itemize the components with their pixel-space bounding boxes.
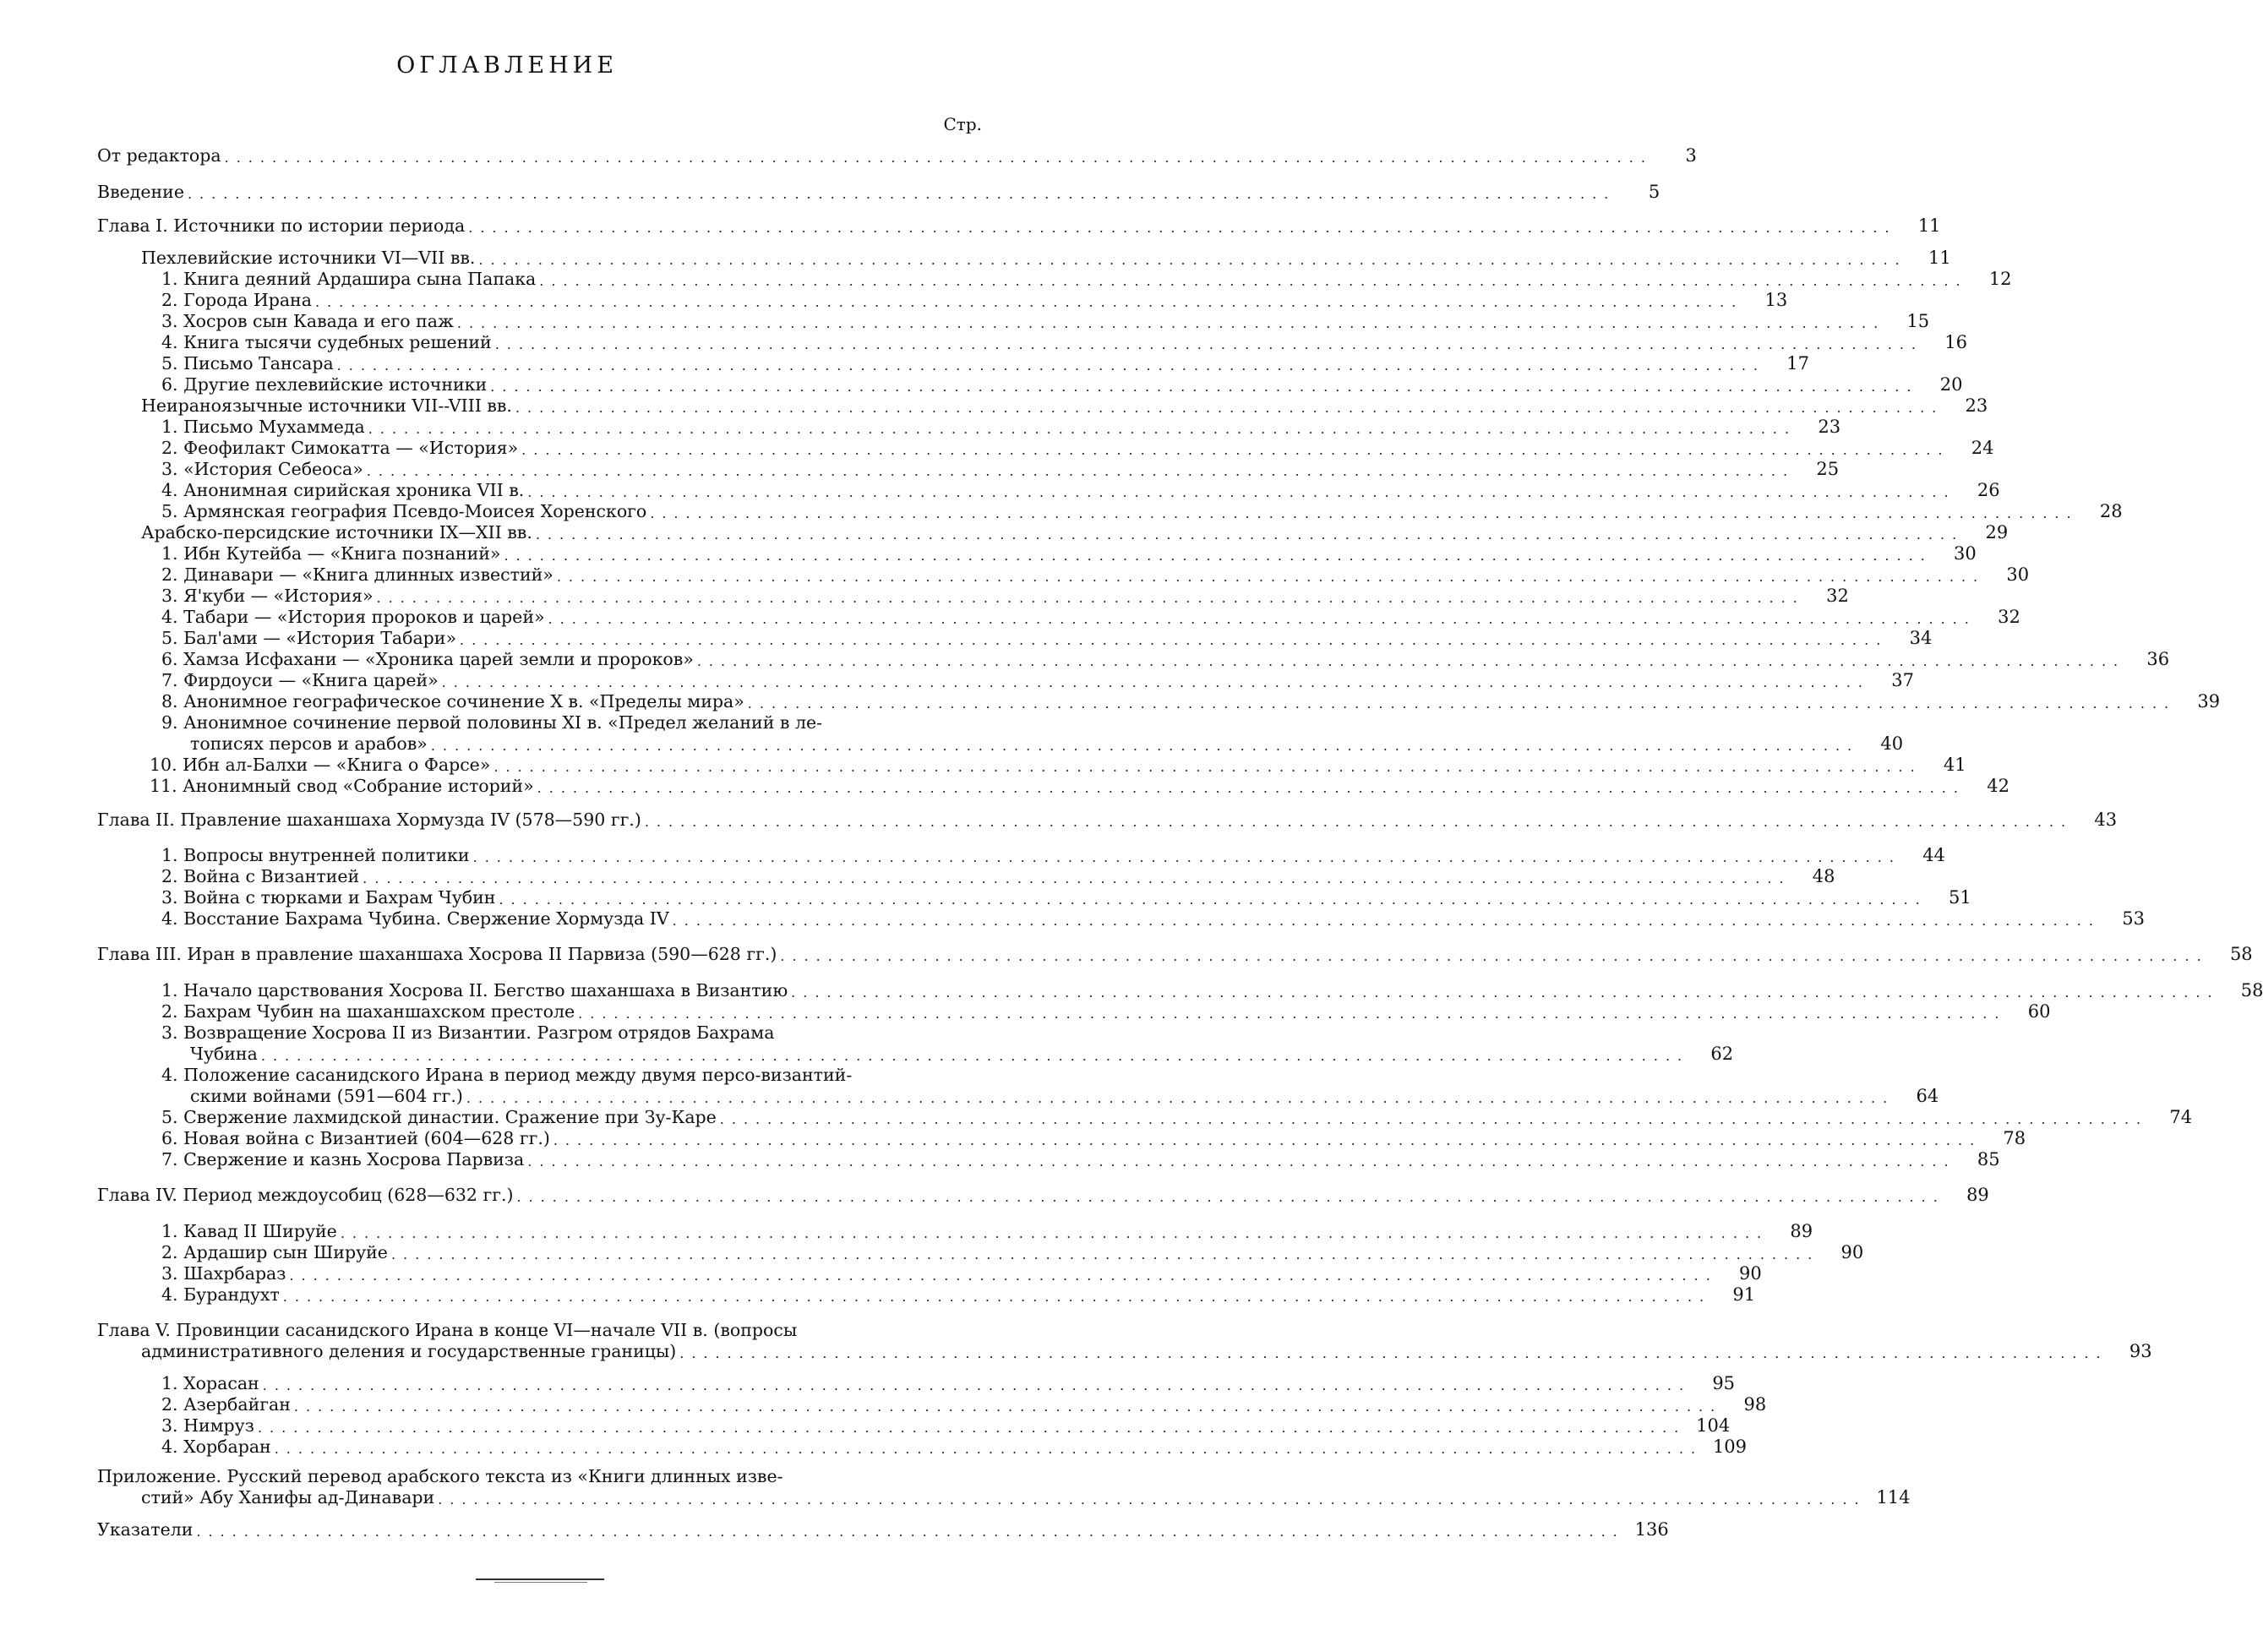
toc-entry [97, 944, 2253, 965]
toc-entry-title: Пехлевийские источники VI—VII вв. [97, 248, 478, 269]
toc-entry-title: 1. Ибн Кутейба — «Книга познаний» [97, 543, 504, 564]
toc-entry-title: 5. Свержение лахмидской династии. Сражение при Зу-Каре [97, 1107, 720, 1128]
toc-entry-title: 3. Хосров сын Кавада и его паж [97, 311, 457, 332]
toc-entry [97, 459, 1840, 480]
dot-leader: ........................................................................................................................ [650, 505, 2079, 521]
toc-entry-page: 58 [2229, 944, 2253, 964]
toc-entry [97, 1320, 984, 1341]
dot-leader: ........................................................................................................................ [363, 870, 1791, 886]
toc-entry-title: 4. Книга тысячи судебных решений [97, 332, 495, 353]
toc-entry-page: 32 [1826, 586, 1849, 606]
toc-entry-page: 30 [1954, 543, 1977, 564]
toc-entry-title: 2. Азербайган [97, 1394, 294, 1415]
toc-entry [97, 374, 1963, 395]
toc-entry [97, 1086, 1939, 1107]
toc-entry-title: 2. Города Ирана [97, 290, 315, 311]
toc-entry-page: 89 [1790, 1221, 1813, 1241]
toc-entry [97, 1065, 984, 1086]
toc-entry-page: 25 [1816, 459, 1840, 479]
toc-entry [97, 1022, 984, 1044]
page-column-label: Стр. [943, 114, 982, 134]
dot-leader: ........................................................................................................................ [679, 1345, 2108, 1361]
dot-leader: ........................................................................................................................ [644, 814, 2074, 830]
toc-entry-title: 6. Хамза Исфахани — «Хроника царей земли и пророков» [97, 649, 697, 670]
dot-leader: ........................................................................................................................ [521, 442, 1950, 458]
dot-leader: ........................................................................................................................ [282, 1289, 1712, 1305]
toc-entry [97, 670, 1914, 691]
toc-entry-title: 5. Письмо Тансара [97, 353, 337, 374]
toc-entry [97, 845, 1945, 866]
toc-entry-page: 37 [1891, 670, 1914, 690]
dot-leader: ........................................................................................................................ [390, 1246, 1820, 1262]
dot-leader: ........................................................................................................................ [366, 463, 1796, 479]
toc-entry [97, 733, 1904, 755]
toc-entry-title: Указатели [97, 1519, 196, 1540]
toc-entry-title: 3. Война с тюрками и Бахрам Чубин [97, 887, 499, 908]
dot-leader: ........................................................................................................................ [224, 150, 1653, 166]
toc-entry-page: 64 [1916, 1086, 1939, 1106]
dot-leader: ........................................................................................................................ [556, 569, 1986, 585]
toc-entry-title: 4. Анонимная сирийская хроника VII в. [97, 480, 527, 501]
toc-entry [97, 691, 2221, 712]
toc-entry [97, 1001, 2051, 1022]
toc-entry-page: 85 [1977, 1149, 2000, 1169]
toc-entry-page: 104 [1696, 1415, 1731, 1436]
toc-entry-title: 4. Табари — «История пророков и царей» [97, 607, 548, 628]
dot-leader: ........................................................................................................................ [460, 632, 1889, 648]
toc-entry-title: Арабско-персидские источники IX—XII вв. [97, 522, 536, 543]
toc-entry-title: 1. Начало царствования Хосрова II. Бегство шаханшаха в Византию [97, 980, 791, 1001]
toc-entry-page: 5 [1648, 182, 1660, 202]
toc-entry [97, 887, 1971, 908]
toc-entry [97, 501, 2123, 522]
toc-entry-title: 1. Хорасан [97, 1373, 263, 1394]
toc-entry [97, 564, 2030, 586]
dot-leader: ........................................................................................................................ [274, 1441, 1704, 1457]
toc-entry-title: 7. Свержение и казнь Хосрова Парвиза [97, 1149, 527, 1170]
dot-leader: ........................................................................................................................ [515, 400, 1944, 416]
dot-leader: ........................................................................................................................ [468, 220, 1897, 236]
dot-leader: ........................................................................................................................ [780, 948, 2209, 964]
toc-entry-page: 26 [1977, 480, 2000, 500]
toc-entry-page: 11 [1917, 215, 1941, 236]
toc-entry-title: скими войнами (591—604 гг.) [97, 1086, 466, 1107]
toc-entry [97, 1128, 2026, 1149]
toc-entry-title: 4. Восстание Бахрама Чубина. Свержение Хормузда IV [97, 908, 673, 930]
toc-entry [97, 1044, 1734, 1065]
toc-entry [97, 1519, 1669, 1540]
toc-entry-title: 8. Анонимное географическое сочинение X в. «Пределы мира» [97, 691, 748, 712]
dot-leader: ........................................................................................................................ [527, 1153, 1956, 1169]
dot-leader: ........................................................................................................................ [578, 1006, 2007, 1022]
dot-leader: ........................................................................................................................ [478, 252, 1907, 268]
toc-entry [97, 866, 1835, 887]
toc-entry [97, 1466, 984, 1487]
toc-entry-title: Глава II. Правление шаханшаха Хормузда IV (578—590 гг.) [97, 810, 645, 831]
dot-leader: ........................................................................................................................ [537, 780, 1966, 796]
dot-leader: ........................................................................................................................ [376, 590, 1805, 606]
dot-leader: ........................................................................................................................ [672, 913, 2101, 929]
dot-leader: ........................................................................................................................ [466, 1090, 1895, 1106]
toc-entry [97, 1242, 1864, 1263]
toc-entry-title: тописях персов и арабов» [97, 733, 431, 755]
toc-entry-page: 98 [1743, 1394, 1767, 1415]
dot-leader: ........................................................................................................................ [441, 674, 1870, 690]
toc-entry [97, 353, 1809, 374]
toc-entry-page: 24 [1971, 438, 1994, 458]
toc-entry-title: Глава III. Иран в правление шаханшаха Хосрова II Парвиза (590—628 гг.) [97, 944, 780, 965]
dot-leader: ........................................................................................................................ [499, 891, 1928, 908]
toc-entry-title: 3. Возвращение Хосрова II из Византии. Разгром отрядов Бахрама [97, 1022, 777, 1044]
toc-entry-page: 62 [1710, 1044, 1734, 1064]
toc-entry-title: Чубина [97, 1044, 261, 1065]
dot-leader: ........................................................................................................................ [289, 1268, 1718, 1284]
toc-entry-title: 2. Динавари — «Книга длинных известий» [97, 564, 557, 586]
toc-entry [97, 543, 1977, 564]
dot-leader: ........................................................................................................................ [516, 1189, 1945, 1205]
dot-leader: ........................................................................................................................ [368, 421, 1797, 437]
toc-entry-title: 2. Феофилакт Симокатта — «История» [97, 438, 521, 459]
toc-entry-title: Неираноязычные источники VII--VIII вв. [97, 395, 515, 417]
toc-entry-title: 3. Я'куби — «История» [97, 586, 377, 607]
dot-leader: ........................................................................................................................ [719, 1111, 2149, 1127]
dot-leader: ........................................................................................................................ [438, 1491, 1867, 1508]
toc-entry-title: 2. Война с Византией [97, 866, 363, 887]
dot-leader: ........................................................................................................................ [696, 653, 2126, 669]
end-rule [476, 1578, 604, 1580]
toc-entry-page: 41 [1943, 755, 1966, 775]
toc-entry [97, 1487, 1911, 1508]
toc-entry-title: 3. Нимруз [97, 1415, 258, 1437]
dot-leader: ........................................................................................................................ [535, 526, 1965, 542]
toc-entry-page: 23 [1965, 395, 1988, 416]
toc-entry-page: 20 [1939, 374, 1963, 395]
toc-entry-page: 43 [2094, 810, 2118, 830]
toc-entry [97, 1284, 1756, 1306]
toc-entry [97, 980, 2263, 1001]
toc-entry-title: 10. Ибн ал-Балхи — «Книга о Фарсе» [97, 755, 493, 776]
toc-entry-title: 4. Положение сасанидского Ирана в период между двумя персо-византий- [97, 1065, 855, 1086]
dot-leader: ........................................................................................................................ [504, 548, 1933, 564]
dot-leader: ........................................................................................................................ [293, 1398, 1723, 1415]
toc-entry [97, 395, 1988, 417]
toc-entry [97, 1149, 2000, 1170]
toc-entry-page: 78 [2003, 1128, 2026, 1148]
toc-entry-page: 90 [1840, 1242, 1864, 1262]
toc-entry [97, 586, 1849, 607]
toc-entry [97, 269, 2012, 290]
toc-entry-page: 36 [2146, 649, 2170, 669]
toc-entry-page: 16 [1944, 332, 1967, 352]
toc-entry-page: 109 [1712, 1437, 1748, 1457]
toc-entry [97, 182, 1660, 203]
toc-entry-page: 13 [1764, 290, 1788, 310]
toc-entry-page: 51 [1949, 887, 1971, 908]
toc-entry-title: 9. Анонимное сочинение первой половины XI в. «Предел желаний в ле- [97, 712, 826, 733]
toc-entry-page: 23 [1818, 417, 1841, 437]
toc-entry-page: 3 [1685, 145, 1697, 166]
toc-entry-page: 114 [1876, 1487, 1911, 1508]
dot-leader: ........................................................................................................................ [257, 1420, 1687, 1436]
dot-leader: ........................................................................................................................ [187, 186, 1617, 202]
dot-leader: ........................................................................................................................ [490, 379, 1919, 395]
toc-entry-title: административного деления и государственные границы) [97, 1341, 679, 1362]
toc-entry-page: 44 [1922, 845, 1945, 865]
toc-entry [97, 332, 1967, 353]
toc-entry [97, 908, 2145, 930]
dot-leader: ........................................................................................................................ [527, 484, 1956, 500]
toc-entry-title: От редактора [97, 145, 225, 166]
toc-entry [97, 1373, 1736, 1394]
toc-entry-title: 4. Хорбаран [97, 1437, 275, 1458]
toc-entry [97, 810, 2118, 831]
dot-leader: ........................................................................................................................ [472, 849, 1901, 865]
toc-entry-title: Глава I. Источники по истории периода [97, 215, 468, 237]
toc-entry-title: 2. Ардашир сын Шируйе [97, 1242, 391, 1263]
dot-leader: ........................................................................................................................ [430, 738, 1860, 754]
toc-entry [97, 522, 2009, 543]
toc-entry [97, 145, 1697, 166]
toc-entry-page: 30 [2006, 564, 2030, 585]
toc-entry-page: 39 [2197, 691, 2221, 712]
toc-entry [97, 1415, 1731, 1437]
toc-entry-title: 1. Вопросы внутренней политики [97, 845, 473, 866]
toc-entry-page: 136 [1634, 1519, 1669, 1540]
toc-entry-title: 1. Книга деяний Ардашира сына Папака [97, 269, 539, 290]
dot-leader: ........................................................................................................................ [260, 1048, 1690, 1064]
toc-entry [97, 712, 984, 733]
toc-entry-page: 91 [1732, 1284, 1756, 1305]
toc-entry-page: 90 [1739, 1263, 1762, 1284]
toc-entry-page: 95 [1712, 1373, 1736, 1393]
toc-entry-page: 34 [1909, 628, 1933, 648]
toc-entry-page: 74 [2169, 1107, 2193, 1127]
toc-entry-title: 2. Бахрам Чубин на шаханшахском престоле [97, 1001, 578, 1022]
toc-entry [97, 649, 2170, 670]
dot-leader: ........................................................................................................................ [539, 273, 1968, 289]
dot-leader: ........................................................................................................................ [456, 315, 1886, 331]
page-title: ОГЛАВЛЕНИЕ [396, 52, 618, 79]
dot-leader: ........................................................................................................................ [493, 759, 1922, 775]
toc-entry-title: 1. Письмо Мухаммеда [97, 417, 368, 438]
toc-entry-page: 93 [2129, 1341, 2152, 1361]
dot-leader: ........................................................................................................................ [340, 1225, 1770, 1241]
dot-leader: ........................................................................................................................ [747, 695, 2177, 712]
dot-leader: ........................................................................................................................ [262, 1377, 1692, 1393]
toc-entry [97, 1185, 1989, 1206]
toc-entry [97, 311, 1930, 332]
toc-entry-title: 3. Шахрбараз [97, 1263, 289, 1284]
toc-entry [97, 248, 1951, 269]
toc-entry-title: Глава IV. Период междоусобиц (628—632 гг.) [97, 1185, 516, 1206]
end-rule-lower [494, 1582, 587, 1583]
toc-entry [97, 1221, 1813, 1242]
toc-entry-title: 7. Фирдоуси — «Книга царей» [97, 670, 442, 691]
toc-entry-title: 6. Другие пехлевийские источники [97, 374, 490, 395]
toc-entry [97, 1394, 1767, 1415]
toc-entry-page: 11 [1928, 248, 1951, 268]
toc-entry-title: Введение [97, 182, 188, 203]
toc-entry [97, 776, 2009, 797]
toc-entry-page: 89 [1966, 1185, 1989, 1205]
toc-entry [97, 1263, 1762, 1284]
toc-entry-title: 4. Бурандухт [97, 1284, 283, 1306]
dot-leader: ........................................................................................................................ [314, 294, 1744, 310]
toc-entry-title: 11. Анонимный свод «Собрание историй» [97, 776, 537, 797]
toc-entry-title: 1. Кавад II Шируйе [97, 1221, 341, 1242]
toc-entry-page: 17 [1786, 353, 1809, 373]
toc-entry-page: 58 [2240, 980, 2263, 1000]
toc-entry [97, 215, 1941, 237]
toc-entry [97, 1107, 2193, 1128]
dot-leader: ........................................................................................................................ [494, 336, 1923, 352]
dot-leader: ........................................................................................................................ [196, 1524, 1625, 1540]
dot-leader: ........................................................................................................................ [553, 1132, 1982, 1148]
toc-entry [97, 480, 2000, 501]
toc-entry-title: 5. Бал'ами — «История Табари» [97, 628, 460, 649]
toc-entry-title: 3. «История Себеоса» [97, 459, 367, 480]
toc-entry [97, 438, 1994, 459]
dot-leader: ........................................................................................................................ [791, 984, 2220, 1000]
toc-entry-page: 48 [1812, 866, 1835, 886]
toc-entry [97, 607, 2020, 628]
toc-entry [97, 1437, 1748, 1458]
toc-entry-page: 53 [2122, 908, 2145, 929]
toc-entry-page: 15 [1906, 311, 1930, 331]
toc-entry [97, 417, 1841, 438]
toc-entry [97, 628, 1933, 649]
toc-entry-page: 12 [1988, 269, 2012, 289]
toc-entry-page: 40 [1880, 733, 1904, 754]
toc-entry-page: 28 [2099, 501, 2123, 521]
toc-entry [97, 290, 1788, 311]
toc-entry-title: 6. Новая война с Византией (604—628 гг.) [97, 1128, 553, 1149]
toc-entry-page: 32 [1998, 607, 2020, 627]
toc-entry-title: Приложение. Русский перевод арабского текста из «Книги длинных изве- [97, 1466, 787, 1487]
toc-entry-page: 29 [1985, 522, 2009, 542]
dot-leader: ........................................................................................................................ [336, 357, 1765, 373]
toc-entry-page: 60 [2027, 1001, 2051, 1022]
toc-entry [97, 755, 1966, 776]
toc-entry-title: 5. Армянская география Псевдо-Моисея Хоренского [97, 501, 650, 522]
toc-entry [97, 1341, 2152, 1362]
dot-leader: ........................................................................................................................ [548, 611, 1977, 627]
toc-entry-title: стий» Абу Ханифы ад-Динавари [97, 1487, 438, 1508]
toc-entry-title: Глава V. Провинции сасанидского Ирана в конце VI—начале VII в. (вопросы [97, 1320, 800, 1341]
toc-entry-page: 42 [1987, 776, 2009, 796]
